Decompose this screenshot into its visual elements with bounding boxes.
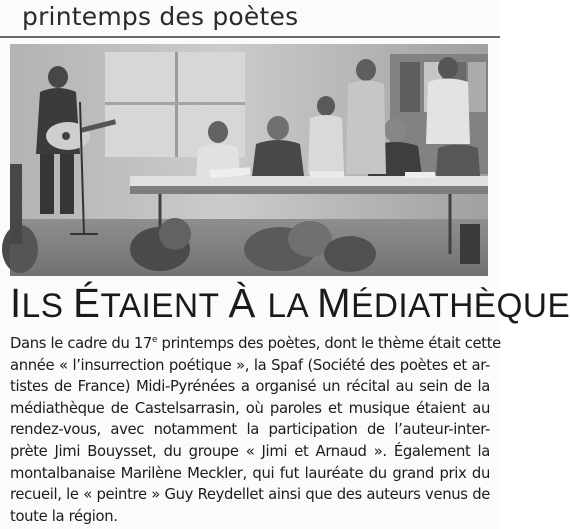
headline-part: LS [21,287,74,325]
rubric-divider [0,36,500,38]
headline-part: LA [267,287,318,325]
article-body [10,333,501,527]
article-line: Dans le cadre du 17e printemps des poètes, dont le thème était cette [10,335,501,352]
article-line: tistes de France) Midi-Pyrénées a organisé un récital au sein de la [10,378,490,396]
article-line: médiathèque de Castelsarrasin, où paroles et musique étaient au [10,399,490,417]
section-rubric: printemps des poètes [22,2,299,31]
headline-part: M [317,280,352,326]
headline-part: É [73,280,101,326]
ordinal-superscript: e [151,335,158,346]
headline-part: TAIENT [100,287,229,325]
article-line: année « l’insurrection poétique », la Spaf (Société des poètes et ar- [10,356,490,374]
headline-part: ÉDIATHÈQUE [351,287,570,325]
article-line: montalbanaise Marilène Meckler, qui fut lauréate du grand prix du [10,464,490,482]
headline-part: À [228,280,268,326]
event-photo [10,44,488,276]
article-line: toute la région. [10,507,118,525]
article-line: rendez-vous, avec notamment la participation de l’auteur-inter- [10,421,490,439]
article-line: recueil, le « peintre » Guy Reydellet ainsi que des auteurs venus de [10,486,490,504]
article-line: prète Jimi Bouysset, du groupe « Jimi et Arnaud ». Également la [10,442,490,460]
article-headline [10,280,570,329]
headline-part: I [10,280,22,326]
